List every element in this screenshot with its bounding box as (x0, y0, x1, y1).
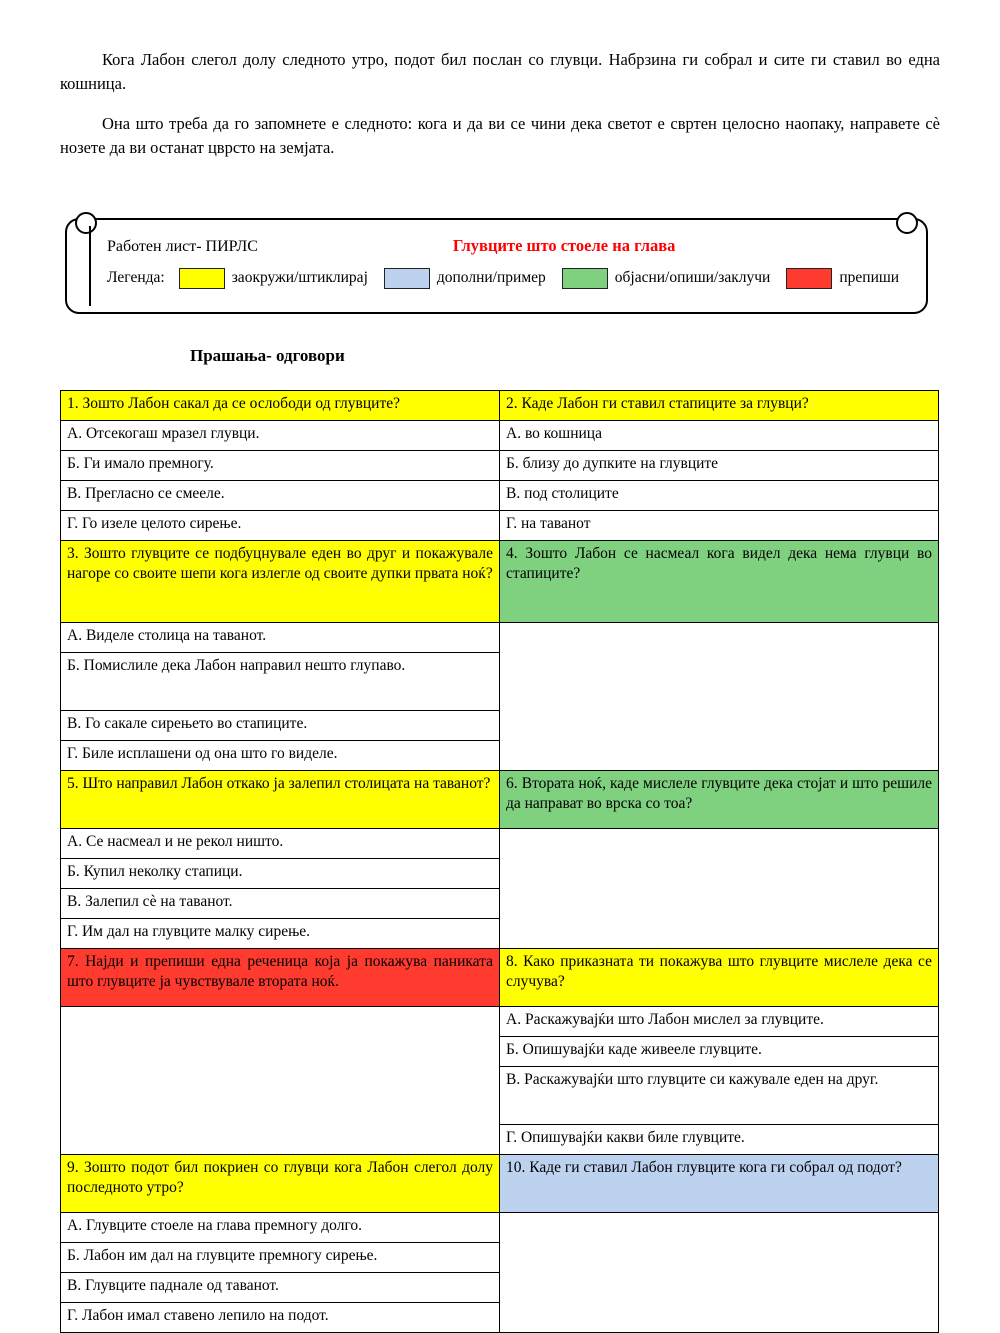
legend-item-copy (786, 268, 899, 289)
answer-cell[interactable]: А. во кошница (500, 420, 939, 450)
question-cell[interactable]: 7. Најди и препиши една реченица која ја покажува паниката што глувците ја чувствувале втората ноќ. (61, 948, 500, 1006)
legend-swatch-yellow (179, 268, 225, 289)
legend-row (107, 268, 912, 289)
answer-blank-cell[interactable] (500, 1212, 939, 1332)
legend-label: Легенда: (107, 269, 165, 287)
table-row (61, 450, 939, 480)
legend-item-complete (384, 268, 546, 289)
table-row (61, 480, 939, 510)
question-cell[interactable]: 6. Втората ноќ, каде мислеле глувците дека стојат и што решиле да направат во врска со тоа? (500, 770, 939, 828)
worksheet-inner (89, 226, 920, 306)
question-cell[interactable]: 1. Зошто Лабон сакал да се ослободи од глувците? (61, 390, 500, 420)
intro-paragraph-1: Кога Лабон слегол долу следното утро, подот бил послан со глувци. Набрзина ги собрал и сите ги ставил во една кошница. (60, 50, 940, 93)
table-row (61, 390, 939, 420)
questions-table-body (61, 390, 939, 1332)
answer-cell[interactable]: Б. Ги имало премногу. (61, 450, 500, 480)
table-row (61, 1154, 939, 1212)
table-row (61, 510, 939, 540)
qa-heading: Прашања- одговори (190, 345, 345, 365)
answer-cell[interactable]: В. Глувците паднале од таванот. (61, 1272, 500, 1302)
worksheet-box (65, 218, 928, 314)
answer-cell[interactable]: В. Раскажувајќи што глувците си кажувале еден на друг. (500, 1066, 939, 1124)
answer-cell[interactable]: Б. Лабон им дал на глувците премногу сирење. (61, 1242, 500, 1272)
question-cell[interactable]: 3. Зошто глувците се подбуцнувале еден во друг и покажувале нагоре со своите шепи кога излегле од своите дупки првата ноќ? (61, 540, 500, 622)
answer-cell[interactable]: В. Го сакале сирењето во стапиците. (61, 710, 500, 740)
intro-text (60, 0, 940, 160)
table-row (61, 948, 939, 1006)
question-cell[interactable]: 8. Како приказната ти покажува што глувците мислеле дека се случува? (500, 948, 939, 1006)
table-row (61, 828, 939, 858)
worksheet-title: Глувците што стоеле на глава (452, 235, 676, 255)
answer-cell[interactable]: А. Виделе столица на таванот. (61, 622, 500, 652)
answer-cell[interactable]: А. Се насмеал и не рекол ништо. (61, 828, 500, 858)
answer-cell[interactable]: Б. Помислиле дека Лабон направил нешто глупаво. (61, 652, 500, 710)
table-row (61, 622, 939, 652)
question-cell[interactable]: 5. Што направил Лабон откако ја залепил столицата на таванот? (61, 770, 500, 828)
worksheet-header (60, 212, 940, 320)
legend-swatch-red (786, 268, 832, 289)
answer-cell[interactable]: Г. Го изеле целото сирење. (61, 510, 500, 540)
table-row (61, 420, 939, 450)
question-cell[interactable]: 9. Зошто подот бил покриен со глувци кога Лабон слегол долу последното утро? (61, 1154, 500, 1212)
question-cell[interactable]: 10. Каде ги ставил Лабон глувците кога ги собрал од подот? (500, 1154, 939, 1212)
legend-item-explain (562, 268, 771, 289)
table-row (61, 1212, 939, 1242)
question-cell[interactable]: 2. Каде Лабон ги ставил стапиците за глувци? (500, 390, 939, 420)
answer-cell[interactable]: Б. Опишувајќи каде живееле глувците. (500, 1036, 939, 1066)
legend-item-circle (179, 268, 368, 289)
legend-text-green: објасни/опиши/заклучи (614, 269, 771, 287)
legend-text-blue: дополни/пример (436, 269, 546, 287)
legend-text-yellow: заокружи/штиклирај (231, 269, 368, 287)
answer-cell[interactable]: Г. Биле исплашени од она што го виделе. (61, 740, 500, 770)
worksheet-title-row (107, 236, 912, 256)
question-cell[interactable]: 4. Зошто Лабон се насмеал кога видел дека нема глувци во стапиците? (500, 540, 939, 622)
answer-cell[interactable]: А. Глувците стоеле на глава премногу долго. (61, 1212, 500, 1242)
table-row (61, 770, 939, 828)
answer-cell[interactable]: Б. Купил неколку стапици. (61, 858, 500, 888)
answer-cell[interactable]: В. под столиците (500, 480, 939, 510)
answer-cell[interactable]: А. Отсекогаш мразел глувци. (61, 420, 500, 450)
answer-blank-cell[interactable] (500, 622, 939, 770)
table-row (61, 1006, 939, 1036)
answer-cell[interactable]: Г. Лабон имал ставено лепило на подот. (61, 1302, 500, 1332)
questions-table (60, 390, 939, 1333)
answer-cell[interactable]: Г. Опишувајќи какви биле глувците. (500, 1124, 939, 1154)
intro-paragraph-2: Она што треба да го запомнете е следното: кога и да ви се чини дека светот е свртен целосно наопаку, направете сѐ нозете да ви останат цврсто на земјата. (60, 113, 940, 157)
legend-swatch-green (562, 268, 608, 289)
legend-text-red: препиши (839, 269, 900, 287)
answer-cell[interactable]: А. Раскажувајќи што Лабон мислел за глувците. (500, 1006, 939, 1036)
legend-swatch-blue (384, 268, 430, 289)
answer-blank-cell[interactable] (61, 1006, 500, 1154)
table-row (61, 540, 939, 622)
answer-cell[interactable]: Г. на таванот (500, 510, 939, 540)
answer-cell[interactable]: В. Залепил сѐ на таванот. (61, 888, 500, 918)
answer-cell[interactable]: Б. близу до дупките на глувците (500, 450, 939, 480)
answer-blank-cell[interactable] (500, 828, 939, 948)
worksheet-label: Работен лист- ПИРЛС (107, 237, 258, 255)
answer-cell[interactable]: Г. Им дал на глувците малку сирење. (61, 918, 500, 948)
answer-cell[interactable]: В. Прегласно се смееле. (61, 480, 500, 510)
